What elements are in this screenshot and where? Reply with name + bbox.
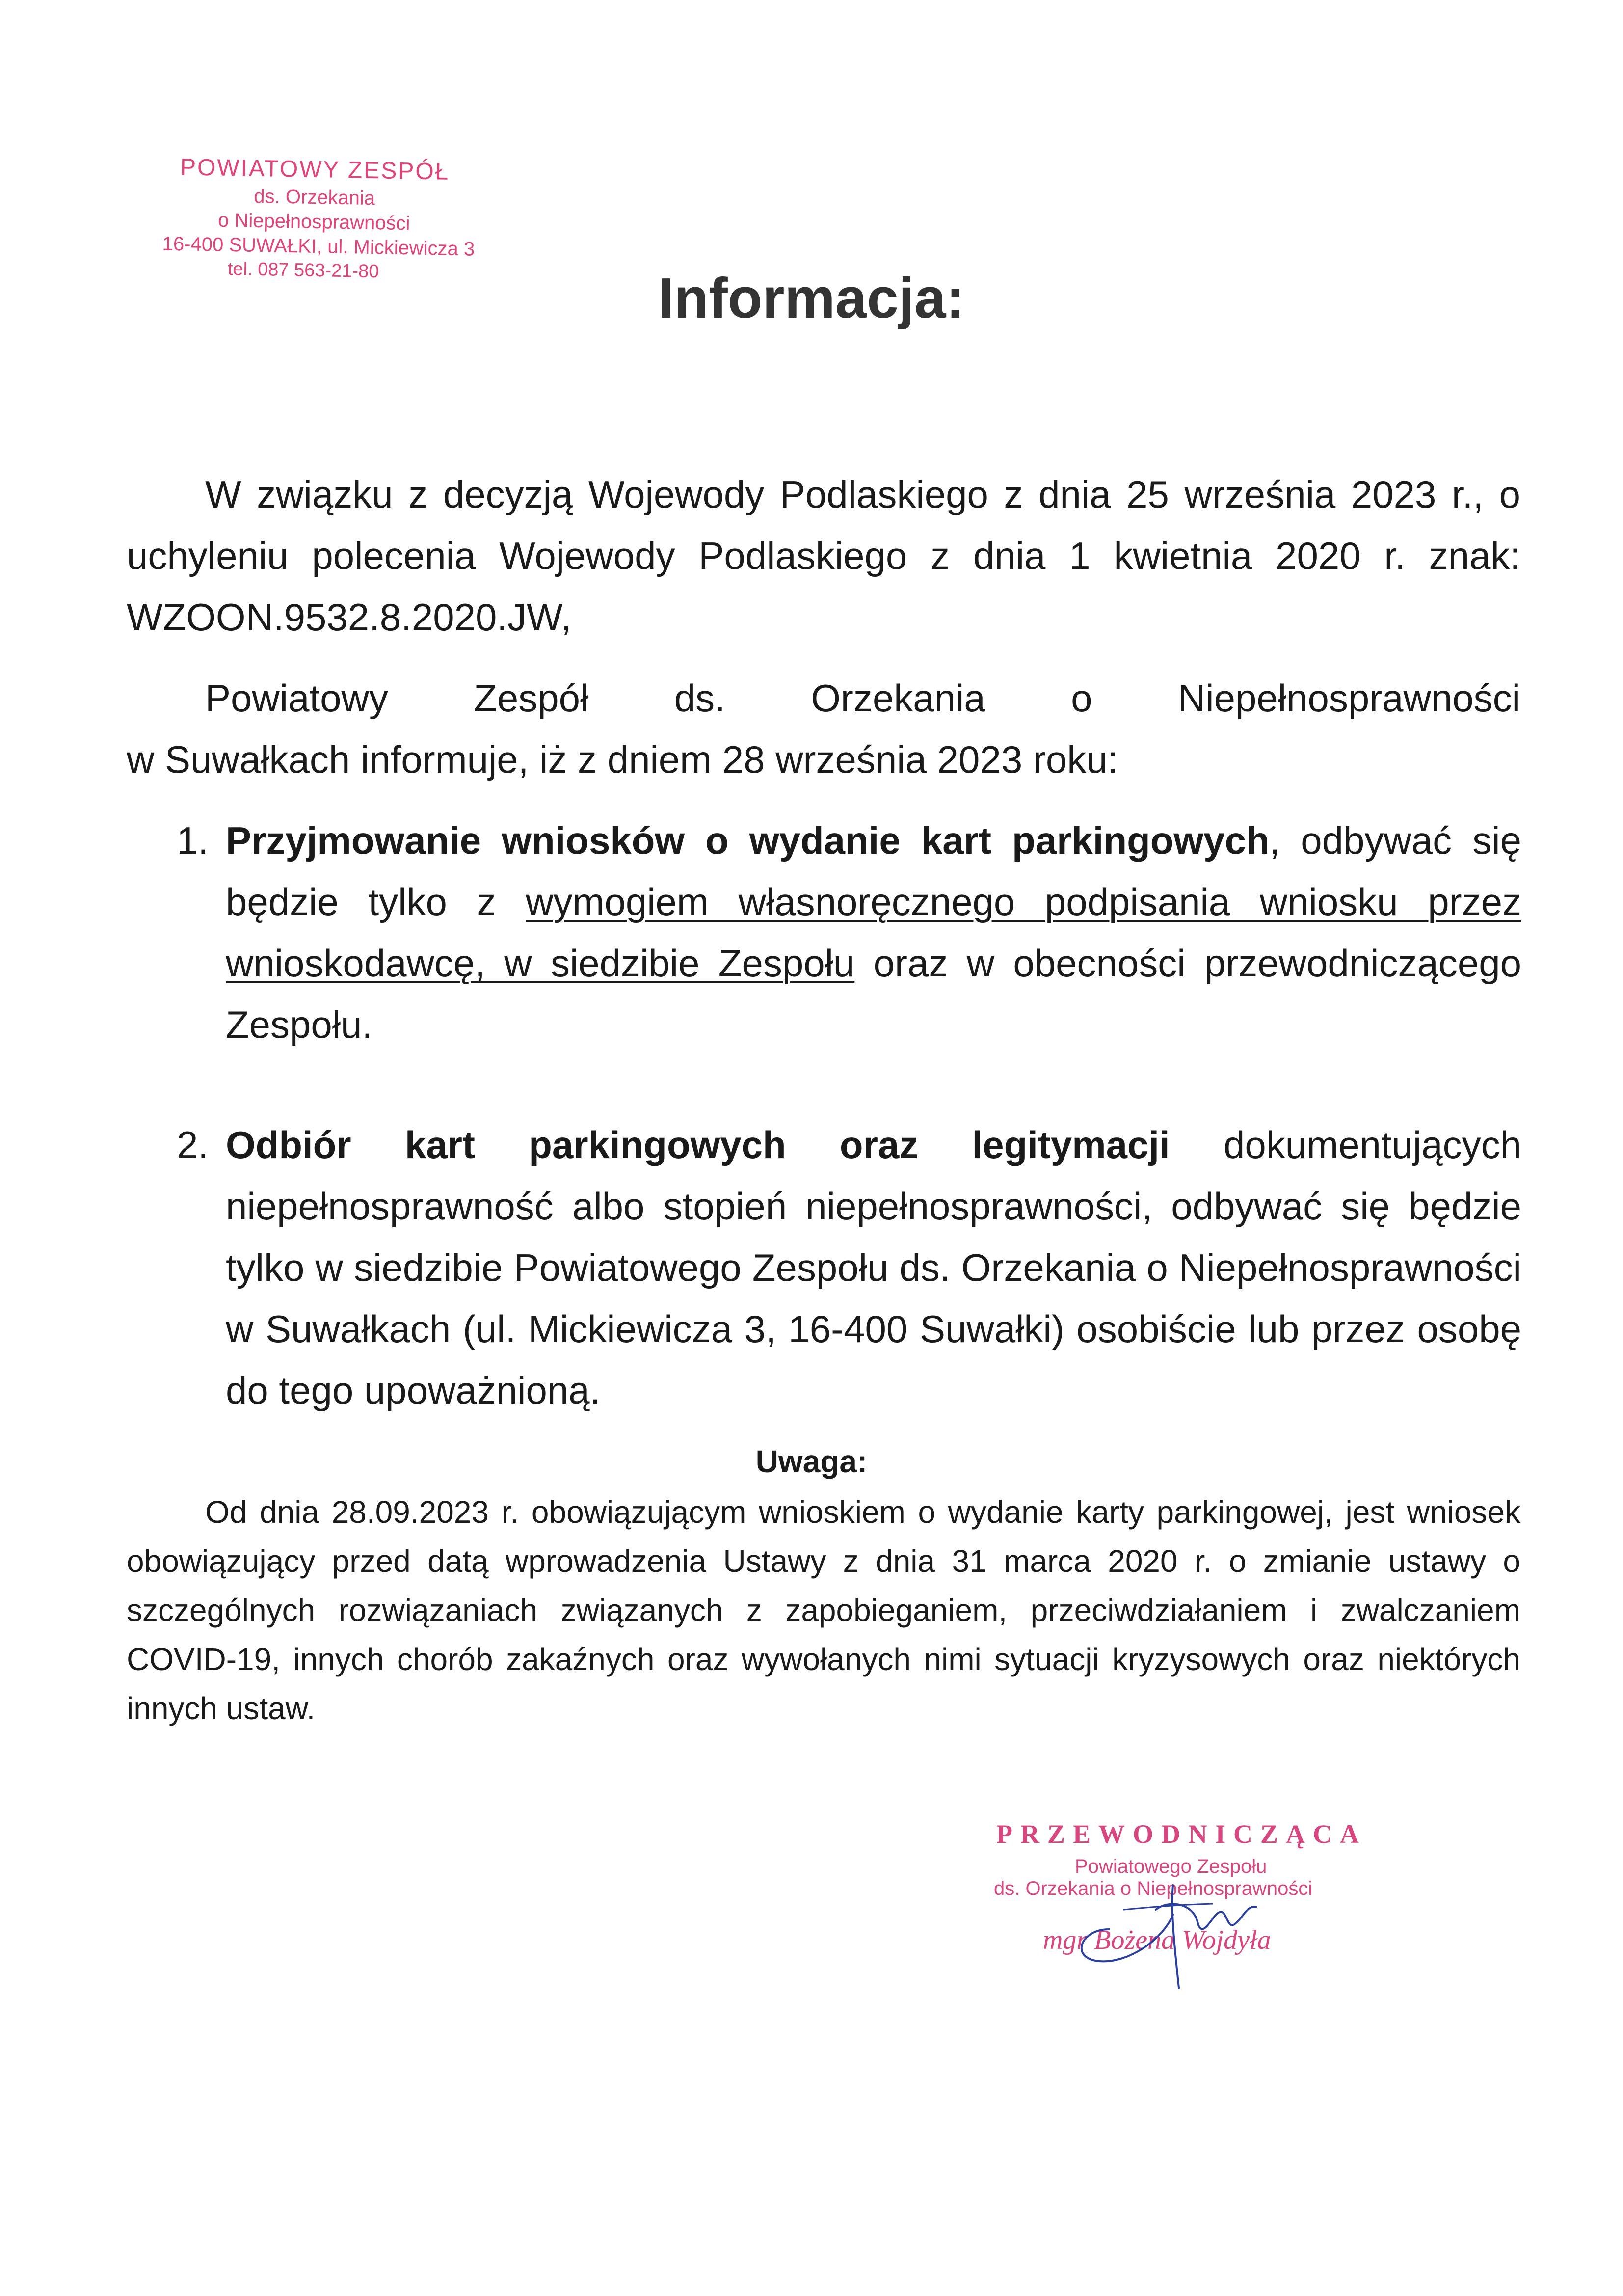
word: Orzekania	[811, 676, 985, 720]
paragraph-announcement-first-line	[127, 668, 1520, 729]
signature-stamp-line-2: Powiatowego Zespołu	[1075, 1856, 1267, 1877]
list-item-end: oraz w obecności przewodniczącego Zespołu.	[226, 942, 1522, 1046]
list-item-rest: dokumentujących niepełnosprawność albo stopień niepełnosprawności, odbywać się będzie tylko w siedzibie Powiatowego Zespołu ds. Orzekania o Niepełnosprawności w Suwałkach (ul. Mickiewicza 3, 16-400 Suwałki) osobiście lub przez osobę do tego upoważnioną.	[226, 1123, 1522, 1412]
word: o	[1071, 676, 1092, 720]
list-item-number: 2.	[177, 1123, 209, 1166]
stamp-line-3: o Niepełnosprawności	[217, 209, 410, 235]
signature-stamp-name: mgr Bożena Wojdyła	[1043, 1925, 1271, 1955]
signature-stamp-line-3: ds. Orzekania o Niepełnosprawności	[994, 1878, 1313, 1899]
stamp-line-4: 16-400 SUWAŁKI, ul. Mickiewicza 3	[162, 233, 475, 260]
list-item-bold: Odbiór kart parkingowych oraz legitymacji	[226, 1123, 1170, 1166]
paragraph-announcement	[127, 668, 1520, 790]
handwritten-signature	[1050, 1856, 1305, 1993]
document-title: Informacja:	[658, 266, 965, 330]
note-title: Uwaga:	[755, 1444, 868, 1479]
word: ds.	[674, 676, 725, 720]
paragraph-announcement-rest: w Suwałkach informuje, iż z dniem 28 września 2023 roku:	[127, 738, 1118, 781]
list-item	[177, 810, 1521, 1055]
list-item-bold: Przyjmowanie wniosków o wydanie kart parkingowych	[226, 819, 1270, 862]
note-text: Od dnia 28.09.2023 r. obowiązującym wnioskiem o wydanie karty parkingowej, jest wniosek obowiązujący przed datą wprowadzenia Ustawy z dnia 31 marca 2020 r. o zmianie ustawy o szczególnych rozwiązaniach związanych z zapobieganiem, przeciwdziałaniem i zwalczaniem COVID-19, innych chorób zakaźnych oraz wywołanych nimi sytuacji kryzysowych oraz niektórych innych ustaw.	[127, 1494, 1520, 1726]
signature-stamp-line-1: PRZEWODNICZĄCA	[996, 1819, 1367, 1849]
paragraph-intro: W związku z decyzją Wojewody Podlaskiego z dnia 25 września 2023 r., o uchyleniu polecenia Wojewody Podlaskiego z dnia 1 kwietnia 2020 r. znak: WZOON.9532.8.2020.JW,	[127, 473, 1520, 639]
word: Niepełnosprawności	[1177, 676, 1520, 720]
stamp-line-1: POWIATOWY ZESPÓŁ	[180, 154, 450, 185]
stamp-line-2: ds. Orzekania	[253, 185, 375, 210]
word: Powiatowy	[205, 676, 388, 720]
list-item-mid: , odbywać się będzie tylko z	[226, 819, 1521, 923]
list-item-text	[226, 1114, 1521, 1421]
list-item-text	[226, 810, 1521, 1055]
list-item-number: 1.	[177, 819, 209, 862]
stamp-line-5: tel. 087 563-21-80	[227, 258, 379, 282]
list-item	[177, 1114, 1521, 1421]
word: Zespół	[474, 676, 589, 720]
list-item-underlined: wymogiem własnoręcznego podpisania wniosku przez wnioskodawcę, w siedzibie Zespołu	[226, 880, 1521, 985]
